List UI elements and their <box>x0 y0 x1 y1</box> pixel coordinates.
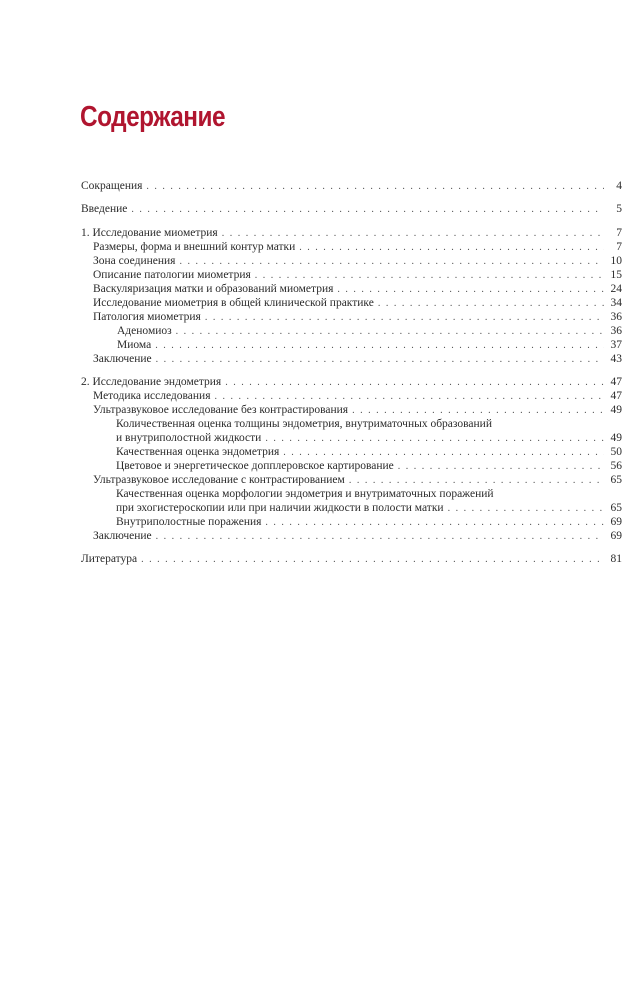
toc-entry-literature[interactable] <box>81 552 622 567</box>
dot-leader <box>156 352 604 367</box>
dot-leader <box>176 324 604 339</box>
toc-entry-clinical-practice[interactable] <box>93 296 622 311</box>
toc-entry-vascularization[interactable] <box>93 282 622 297</box>
toc-entry-title: Заключение <box>93 353 152 365</box>
toc-entry-introduction[interactable] <box>81 202 622 217</box>
toc-entry-page: 47 <box>610 376 622 388</box>
toc-entry-intracavitary[interactable] <box>116 515 622 530</box>
toc-entry-page: 15 <box>610 269 622 281</box>
toc-entry-title: и внутриполостной жидкости <box>116 432 262 444</box>
toc-entry-title: Описание патологии миометрия <box>93 269 251 281</box>
toc-entry-page: 36 <box>610 311 622 323</box>
dot-leader <box>146 179 604 194</box>
toc-entry-pathology-description[interactable] <box>93 268 622 283</box>
toc-entry-title: Васкуляризация матки и образований миометрия <box>93 283 334 295</box>
dot-leader <box>131 202 604 217</box>
toc-chapter-1-heading[interactable] <box>81 226 622 241</box>
dot-leader <box>398 459 604 474</box>
dot-leader <box>155 338 604 353</box>
dot-leader <box>299 240 604 255</box>
toc-entry-title: Заключение <box>93 530 152 542</box>
dot-leader <box>349 473 604 488</box>
toc-chapter-2-heading[interactable] <box>81 375 622 390</box>
toc-entry-title: Цветовое и энергетическое допплеровское картирование <box>116 460 394 472</box>
toc-entry-title: Сокращения <box>81 180 143 192</box>
dot-leader <box>265 515 604 530</box>
toc-entry-title: Патология миометрия <box>93 311 201 323</box>
toc-entry-method[interactable] <box>93 389 622 404</box>
dot-leader <box>205 310 604 325</box>
toc-entry-ch2-conclusion[interactable] <box>93 529 622 544</box>
toc-entry-page: 7 <box>616 241 622 253</box>
toc-entry-myoma[interactable] <box>117 338 622 353</box>
toc-entry-title: 1. Исследование миометрия <box>81 227 218 239</box>
toc-entry-abbreviations[interactable] <box>81 179 622 194</box>
toc-entry-page: 47 <box>610 390 622 402</box>
toc-entry-us-no-contrast[interactable] <box>93 403 622 418</box>
toc-entry-quantitative[interactable] <box>116 431 622 446</box>
dot-leader <box>448 501 604 516</box>
dot-leader <box>255 268 604 283</box>
toc-entry-junction-zone[interactable] <box>93 254 622 269</box>
toc-entry-title: Внутриполостные поражения <box>116 516 262 528</box>
toc-entry-page: 56 <box>610 460 622 472</box>
toc-entry-title: Методика исследования <box>93 390 211 402</box>
toc-entry-title: Ультразвуковое исследование без контрастирования <box>93 404 349 416</box>
dot-leader <box>265 431 604 446</box>
toc-entry-page: 10 <box>610 255 622 267</box>
toc-entry-adenomyosis[interactable] <box>117 324 622 339</box>
toc-entry-quantitative-line1[interactable]: Количественная оценка толщины эндометрия, внутриматочных образований <box>116 418 492 430</box>
toc-entry-page: 43 <box>610 353 622 365</box>
page-title: Содержание <box>80 101 226 133</box>
toc-entry-page: 69 <box>610 530 622 542</box>
toc-entry-title: Зона соединения <box>93 255 176 267</box>
toc-entry-title: Миома <box>117 339 152 351</box>
dot-leader <box>352 403 604 418</box>
dot-leader <box>225 375 604 390</box>
toc-entry-pathology[interactable] <box>93 310 622 325</box>
toc-entry-doppler[interactable] <box>116 459 622 474</box>
toc-entry-qualitative[interactable] <box>116 445 622 460</box>
toc-entry-morphology[interactable] <box>116 501 622 516</box>
dot-leader <box>283 445 604 460</box>
toc-entry-us-contrast[interactable] <box>93 473 622 488</box>
toc-entry-title: при эхогистероскопии или при наличии жидкости в полости матки <box>116 502 444 514</box>
dot-leader <box>222 226 604 241</box>
toc-entry-page: 50 <box>610 446 622 458</box>
dot-leader <box>378 296 604 311</box>
toc-entry-page: 65 <box>610 502 622 514</box>
toc-entry-ch1-conclusion[interactable] <box>93 352 622 367</box>
toc-entry-page: 37 <box>610 339 622 351</box>
dot-leader <box>141 552 604 567</box>
toc-entry-page: 34 <box>610 297 622 309</box>
toc-entry-page: 5 <box>616 203 622 215</box>
dot-leader <box>179 254 604 269</box>
toc-entry-page: 36 <box>610 325 622 337</box>
toc-entry-page: 49 <box>610 432 622 444</box>
toc-entry-morphology-line1[interactable]: Качественная оценка морфологии эндометрия и внутриматочных поражений <box>116 488 494 500</box>
toc-entry-page: 24 <box>610 283 622 295</box>
toc-entry-size-shape[interactable] <box>93 240 622 255</box>
toc-entry-title: Размеры, форма и внешний контур матки <box>93 241 296 253</box>
toc-entry-title: Исследование миометрия в общей клинической практике <box>93 297 374 309</box>
toc-entry-title: 2. Исследование эндометрия <box>81 376 222 388</box>
toc-entry-page: 69 <box>610 516 622 528</box>
toc-entry-page: 49 <box>610 404 622 416</box>
dot-leader <box>215 389 604 404</box>
dot-leader <box>156 529 604 544</box>
toc-entry-title: Качественная оценка эндометрия <box>116 446 280 458</box>
toc-entry-page: 4 <box>616 180 622 192</box>
toc-entry-title: Аденомиоз <box>117 325 172 337</box>
toc-entry-title: Литература <box>81 553 138 565</box>
toc-entry-page: 65 <box>610 474 622 486</box>
toc-entry-page: 7 <box>616 227 622 239</box>
toc-entry-title: Введение <box>81 203 128 215</box>
toc-entry-title: Ультразвуковое исследование с контрастированием <box>93 474 345 486</box>
toc-entry-page: 81 <box>610 553 622 565</box>
dot-leader <box>337 282 604 297</box>
